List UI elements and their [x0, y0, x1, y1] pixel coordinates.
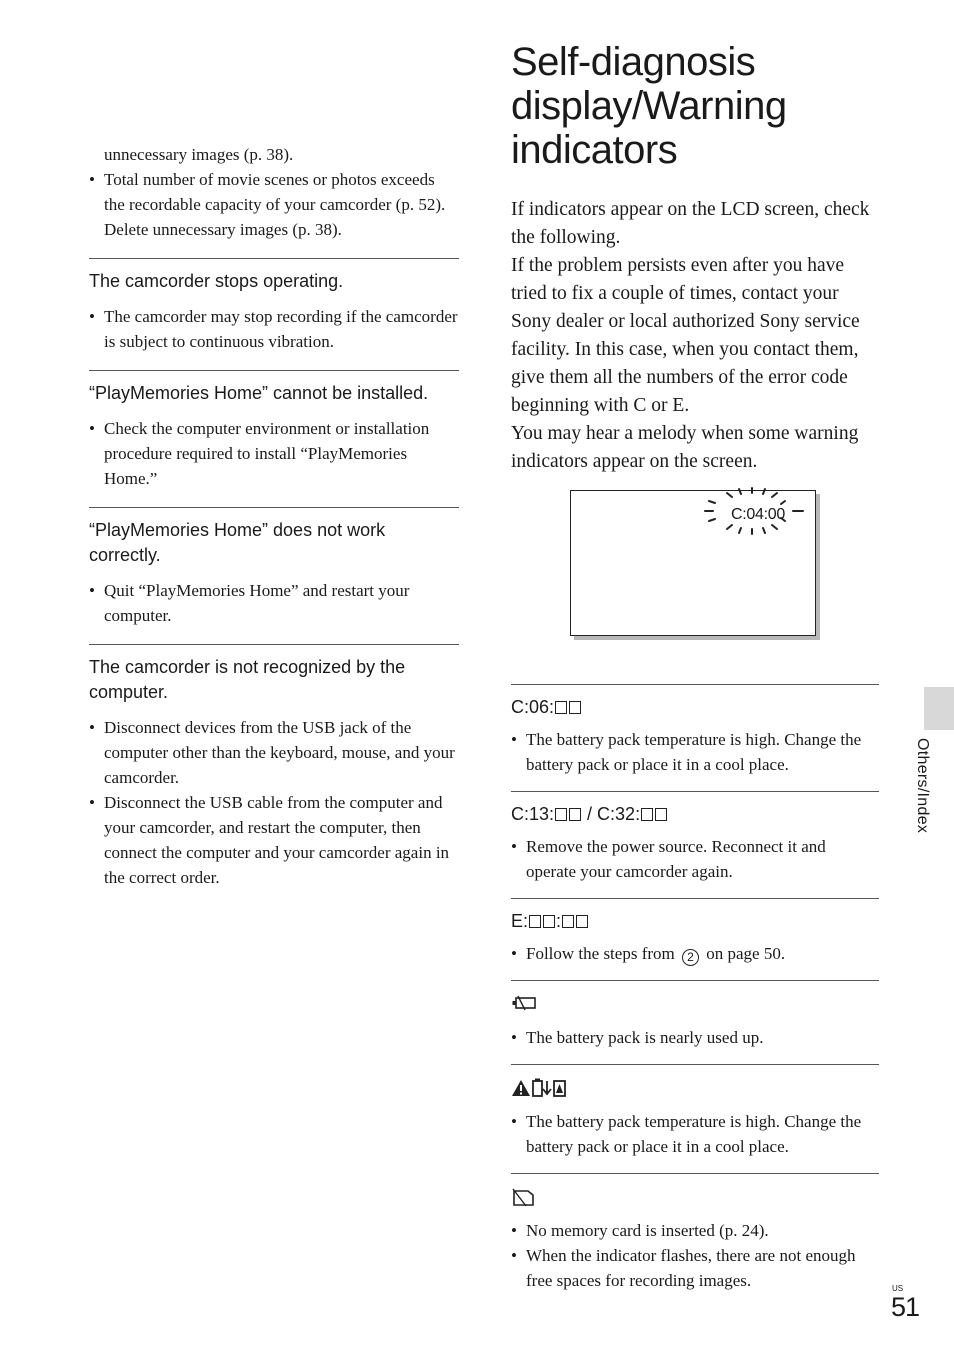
section-heading: “PlayMemories Home” cannot be installed. [89, 383, 429, 403]
list-item: • The battery pack temperature is high. Change the battery pack or place it in a cool place. [511, 727, 879, 777]
digit-box [555, 701, 567, 714]
list-item: • When the indicator flashes, there are not enough free spaces for recording images. [511, 1243, 879, 1293]
code-prefix: E: [511, 911, 529, 931]
digit-box [576, 915, 588, 928]
title-line: Self-diagnosis [511, 40, 756, 84]
bullet-list [89, 715, 459, 890]
list-item: • Total number of movie scenes or photos exceeds the recordable capacity of your camcorder (p. 52). Delete unnecessary images (p. 38). [89, 167, 459, 242]
section-heading: “PlayMemories Home” does not work correctly. [89, 520, 386, 565]
title-line: display/Warning [511, 84, 787, 128]
page-region-label: US [892, 1284, 904, 1293]
section-heading: The camcorder is not recognized by the computer. [89, 657, 406, 702]
bullet-list [511, 941, 879, 966]
code-colon: : [556, 911, 562, 931]
list-item: • Remove the power source. Reconnect it and operate your camcorder again. [511, 834, 879, 884]
lcd-illustration [570, 490, 822, 646]
digit-box [562, 915, 574, 928]
lcd-error-code: C:04:00 [731, 506, 785, 523]
bullet-list [511, 834, 879, 884]
side-tab-label: Others/Index [914, 738, 931, 834]
code-section-c06 [511, 684, 879, 791]
intro-paragraph: If the problem persists even after you have tried to fix a couple of times, contact your Sony dealer or local authorized Sony service facility. In this case, when you contact them, give them all the numbers of the error code beginning with C or E. [511, 255, 860, 416]
text-span: Follow the steps from [526, 944, 679, 963]
bullet-list [89, 578, 459, 628]
code-separator: / [582, 804, 598, 824]
side-tab [924, 687, 954, 730]
section-heading: The camcorder stops operating. [89, 271, 344, 291]
battery-warning-icon [511, 1077, 569, 1099]
left-column [89, 142, 459, 890]
code-section-no-card [511, 1173, 879, 1307]
list-item: • Disconnect the USB cable from the computer and your camcorder, and restart the computer, then connect the computer and your camcorder again in the correct order. [89, 790, 459, 890]
bullet-list [89, 304, 459, 354]
page-title [511, 40, 879, 172]
code-section-battery-low [511, 980, 879, 1064]
list-item: • The camcorder may stop recording if the camcorder is subject to continuous vibration. [89, 304, 459, 354]
list-item [511, 941, 879, 966]
code-prefix: C:06: [511, 697, 555, 717]
digit-box [569, 808, 581, 821]
bullet-list [89, 167, 459, 242]
list-item: • No memory card is inserted (p. 24). [511, 1218, 879, 1243]
digit-box [543, 915, 555, 928]
continued-text: unnecessary images (p. 38). [104, 145, 294, 164]
lcd-screen [570, 490, 816, 636]
section-stops-operating [89, 258, 459, 354]
intro-paragraph: If indicators appear on the LCD screen, check the following. [511, 199, 870, 248]
code-section-c13-c32 [511, 791, 879, 898]
list-item: • The battery pack is nearly used up. [511, 1025, 879, 1050]
digit-box [641, 808, 653, 821]
intro-paragraph: You may hear a melody when some warning indicators appear on the screen. [511, 423, 859, 472]
battery-empty-icon [511, 993, 539, 1013]
digit-box [529, 915, 541, 928]
icon-row [511, 1077, 879, 1099]
bullet-list [511, 1218, 879, 1293]
icon-row [511, 993, 879, 1015]
title-line: indicators [511, 128, 678, 172]
bullet-list [511, 1025, 879, 1050]
list-item: • The battery pack temperature is high. Change the battery pack or place it in a cool place. [511, 1109, 879, 1159]
list-item: • Disconnect devices from the USB jack of the computer other than the keyboard, mouse, and your camcorder. [89, 715, 459, 790]
digit-box [555, 808, 567, 821]
section-cannot-install [89, 370, 459, 491]
bullet-list [89, 416, 459, 491]
section-not-recognized [89, 644, 459, 890]
list-item: • Check the computer environment or installation procedure required to install “PlayMemories Home.” [89, 416, 459, 491]
code-section-e [511, 898, 879, 980]
code-heading [511, 802, 879, 826]
digit-box [655, 808, 667, 821]
code-prefix: C:32: [597, 804, 641, 824]
bullet-list [511, 1109, 879, 1159]
bullet-list [511, 727, 879, 777]
no-memory-card-icon [511, 1186, 537, 1208]
right-column [511, 40, 879, 1307]
section-not-work [89, 507, 459, 628]
code-section-battery-temp [511, 1064, 879, 1173]
digit-box [569, 701, 581, 714]
list-item: • Quit “PlayMemories Home” and restart your computer. [89, 578, 459, 628]
intro-text [511, 196, 879, 476]
page-number: 51 [891, 1292, 920, 1322]
code-heading [511, 695, 879, 719]
error-code-list [511, 684, 879, 1307]
circled-number: 2 [682, 949, 699, 966]
code-prefix: C:13: [511, 804, 555, 824]
code-heading [511, 909, 879, 933]
text-span: on page 50. [702, 944, 786, 963]
icon-row [511, 1186, 879, 1208]
